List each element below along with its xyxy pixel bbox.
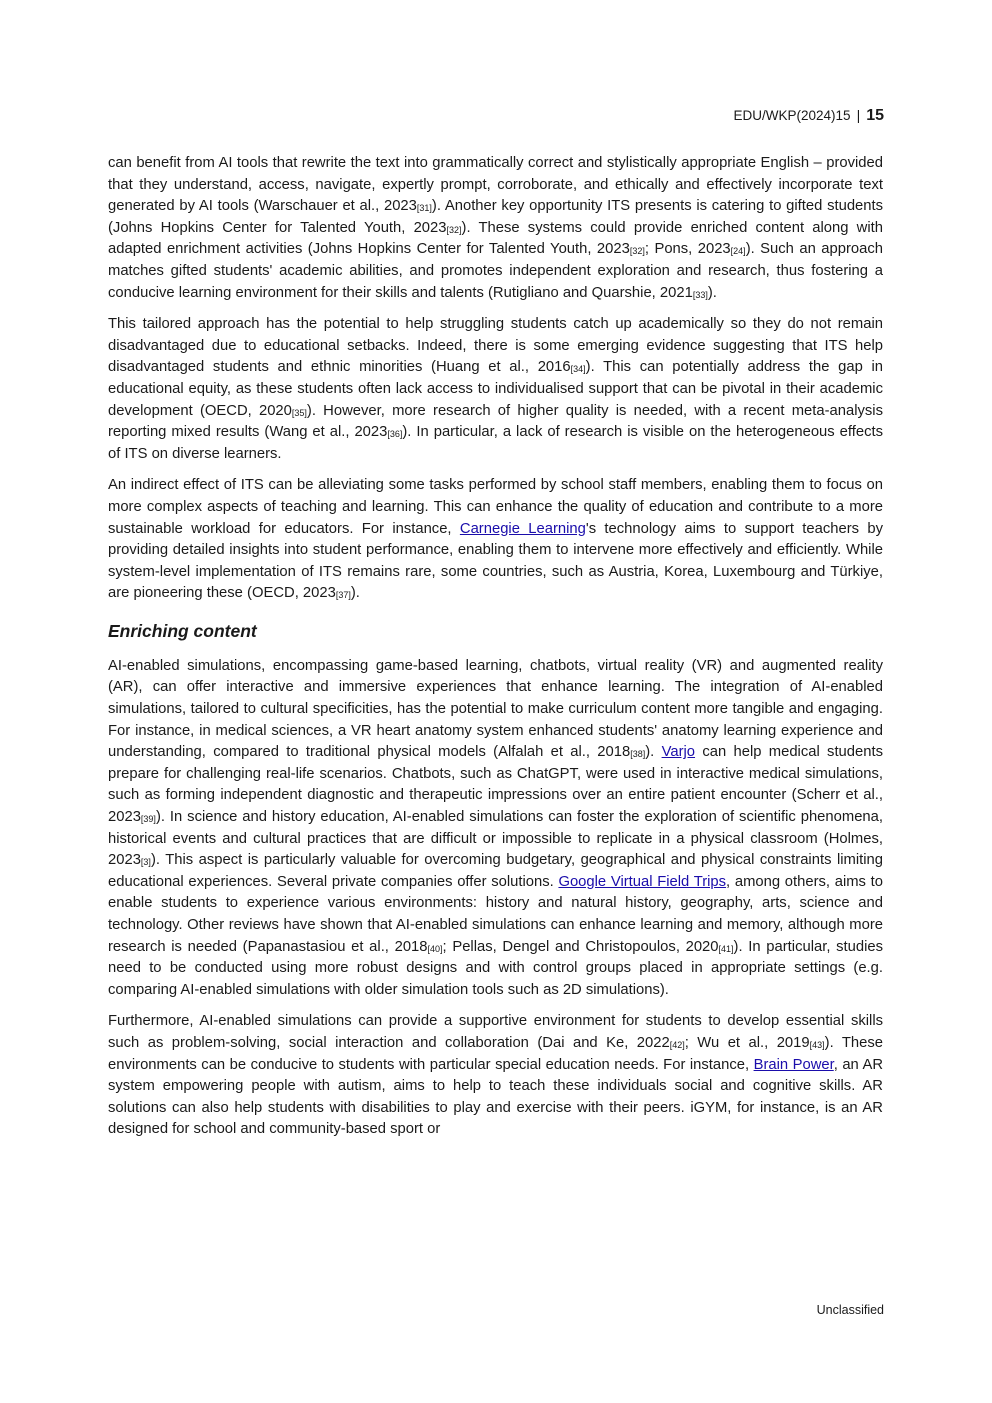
reference-marker: [32] bbox=[629, 246, 645, 257]
reference-marker: [31] bbox=[416, 203, 432, 214]
brain-power-link[interactable]: Brain Power bbox=[753, 1056, 834, 1073]
reference-marker: [33] bbox=[692, 289, 708, 300]
varjo-link[interactable]: Varjo bbox=[661, 744, 696, 761]
reference-marker: [39] bbox=[140, 814, 156, 825]
section-heading: Enriching content bbox=[108, 620, 257, 641]
carnegie-learning-link[interactable]: Carnegie Learning bbox=[459, 520, 586, 537]
reference-marker: [34] bbox=[570, 364, 586, 375]
reference-marker: [43] bbox=[809, 1039, 825, 1050]
doc-code: EDU/WKP(2024)15 bbox=[733, 108, 851, 123]
header-separator: | bbox=[856, 107, 861, 123]
reference-marker: [35] bbox=[291, 407, 307, 418]
reference-marker: [3] bbox=[140, 857, 151, 868]
reference-marker: [37] bbox=[335, 590, 351, 601]
page-header bbox=[734, 107, 884, 125]
reference-marker: [24] bbox=[730, 246, 746, 257]
reference-marker: [32] bbox=[446, 224, 462, 235]
reference-marker: [38] bbox=[630, 749, 646, 760]
paragraph-5: Furthermore, AI-enabled simulations can provide a supportive environment for students to develop essential skills such as problem-solving, social interaction and collaboration (Dai and Ke, $2022_{[42]}$; Wu et al., $2019_{[43]}$). These environments can be conducive to students with particular special education needs. For instance, Brain Power, an AR system empowering people with autism, aims to help to teach these individuals social and cognitive skills. AR solutions can also help students with disabilities to play and exercise with their peers. iGYM, for instance, is an AR designed for school and community-based sport or bbox=[108, 1013, 884, 1138]
reference-marker: [41] bbox=[718, 943, 734, 954]
paragraph-4: AI-enabled simulations, encompassing game-based learning, chatbots, virtual reality (VR) and augmented reality (AR), can offer interactive and immersive experiences that enhance learning. The integration of AI-enabled simulations, tailored to cultural specificities, has the potential to make curriculum content more tangible and engaging. For instance, in medical sciences, a VR heart anatomy system enhanced students' anatomy learning experience and understanding, compared to traditional physical models (Alfalah et al., $2018_{[38]}$). Varjo can help medical students prepare for challenging real-life scenarios. Chatbots, such as ChatGPT, were used in interactive medical simulations, such as forming independent diagnostic and therapeutic impressions over an entire patient encounter (Scherr et al., $2023_{[39]}$). In science and history education, AI-enabled simulations can foster the exploration of scientific phenomena, historical events and cultural practices that are difficult or impossible to replicate in a physical classroom (Holmes, $2023_{[3]}$). This aspect is particularly valuable for overcoming budgetary, geographical and physical constraints limiting educational experiences. Several private companies offer solutions. Google Virtual Field Trips, among others, aims to enable students to experience various environments: history and natural history, geography, arts, science and technology. Other reviews have shown that AI-enabled simulations can enhance learning and memory, although more research is needed (Papanastasiou et al., $2018_{[40]}$; Pellas, Dengel and Christopoulos, $2020_{[41]}$). In particular, studies need to be conducted using more robust designs and with control groups placed in appropriate settings (e.g. comparing AI-enabled simulations with older simulation tools such as 2D simulations). bbox=[108, 657, 883, 998]
paragraph-1: can benefit from AI tools that rewrite the text into grammatically correct and stylistically appropriate English – provided that they understand, access, navigate, expertly prompt, corroborate, and ethically and effectively incorporate text generated by AI tools (Warschauer et al., $2023_{[31]}$). Another key opportunity ITS presents is catering to gifted students (Johns Hopkins Center for Talented Youth, $2023_{[32]}$). These systems could provide enriched content along with adapted enrichment activities (Johns Hopkins Center for Talented Youth, $2023_{[32]}$; Pons, $2023_{[24]}$). Such an approach matches gifted students' academic abilities, and promotes independent exploration and research, thus fostering a conducive learning environment for their skills and talents (Rutigliano and Quarshie, $2021_{[33]}$). bbox=[108, 155, 884, 301]
classification-footer: Unclassified bbox=[816, 1303, 884, 1317]
paragraph-3: An indirect effect of ITS can be alleviating some tasks performed by school staff members, enabling them to focus on more complex aspects of teaching and learning. This can enhance the quality of education and contribute to a more sustainable workload for educators. For instance, Carnegie Learning's technology aims to support teachers by providing detailed insights into student performance, enabling them to intervene more effectively and efficiently. While system-level implementation of ITS remains rare, some countries, such as Austria, Korea, Luxembourg and Türkiye, are pioneering these (OECD, $2023_{[37]}$). bbox=[108, 477, 884, 602]
reference-marker: [40] bbox=[427, 943, 443, 954]
paragraph-2: This tailored approach has the potential to help struggling students catch up academically so they do not remain disadvantaged due to educational setbacks. Indeed, there is some emerging evidence suggesting that ITS help disadvantaged students and ethnic minorities (Huang et al., $2016_{[34]}$). This can potentially address the gap in educational equity, as these students often lack access to individualised support that can be pivotal in their academic development (OECD, $2020_{[35]}$). However, more research of higher quality is needed, with a recent meta-analysis reporting mixed results (Wang et al., $2023_{[36]}$). In particular, a lack of research is visible on the heterogeneous effects of ITS on diverse learners. bbox=[108, 316, 883, 462]
google-virtual-field-trips-link[interactable]: Google Virtual Field Trips bbox=[558, 873, 727, 890]
reference-marker: [36] bbox=[387, 429, 403, 440]
page-number: 15 bbox=[866, 107, 884, 124]
main-content bbox=[108, 153, 883, 1151]
reference-marker: [42] bbox=[669, 1039, 685, 1050]
